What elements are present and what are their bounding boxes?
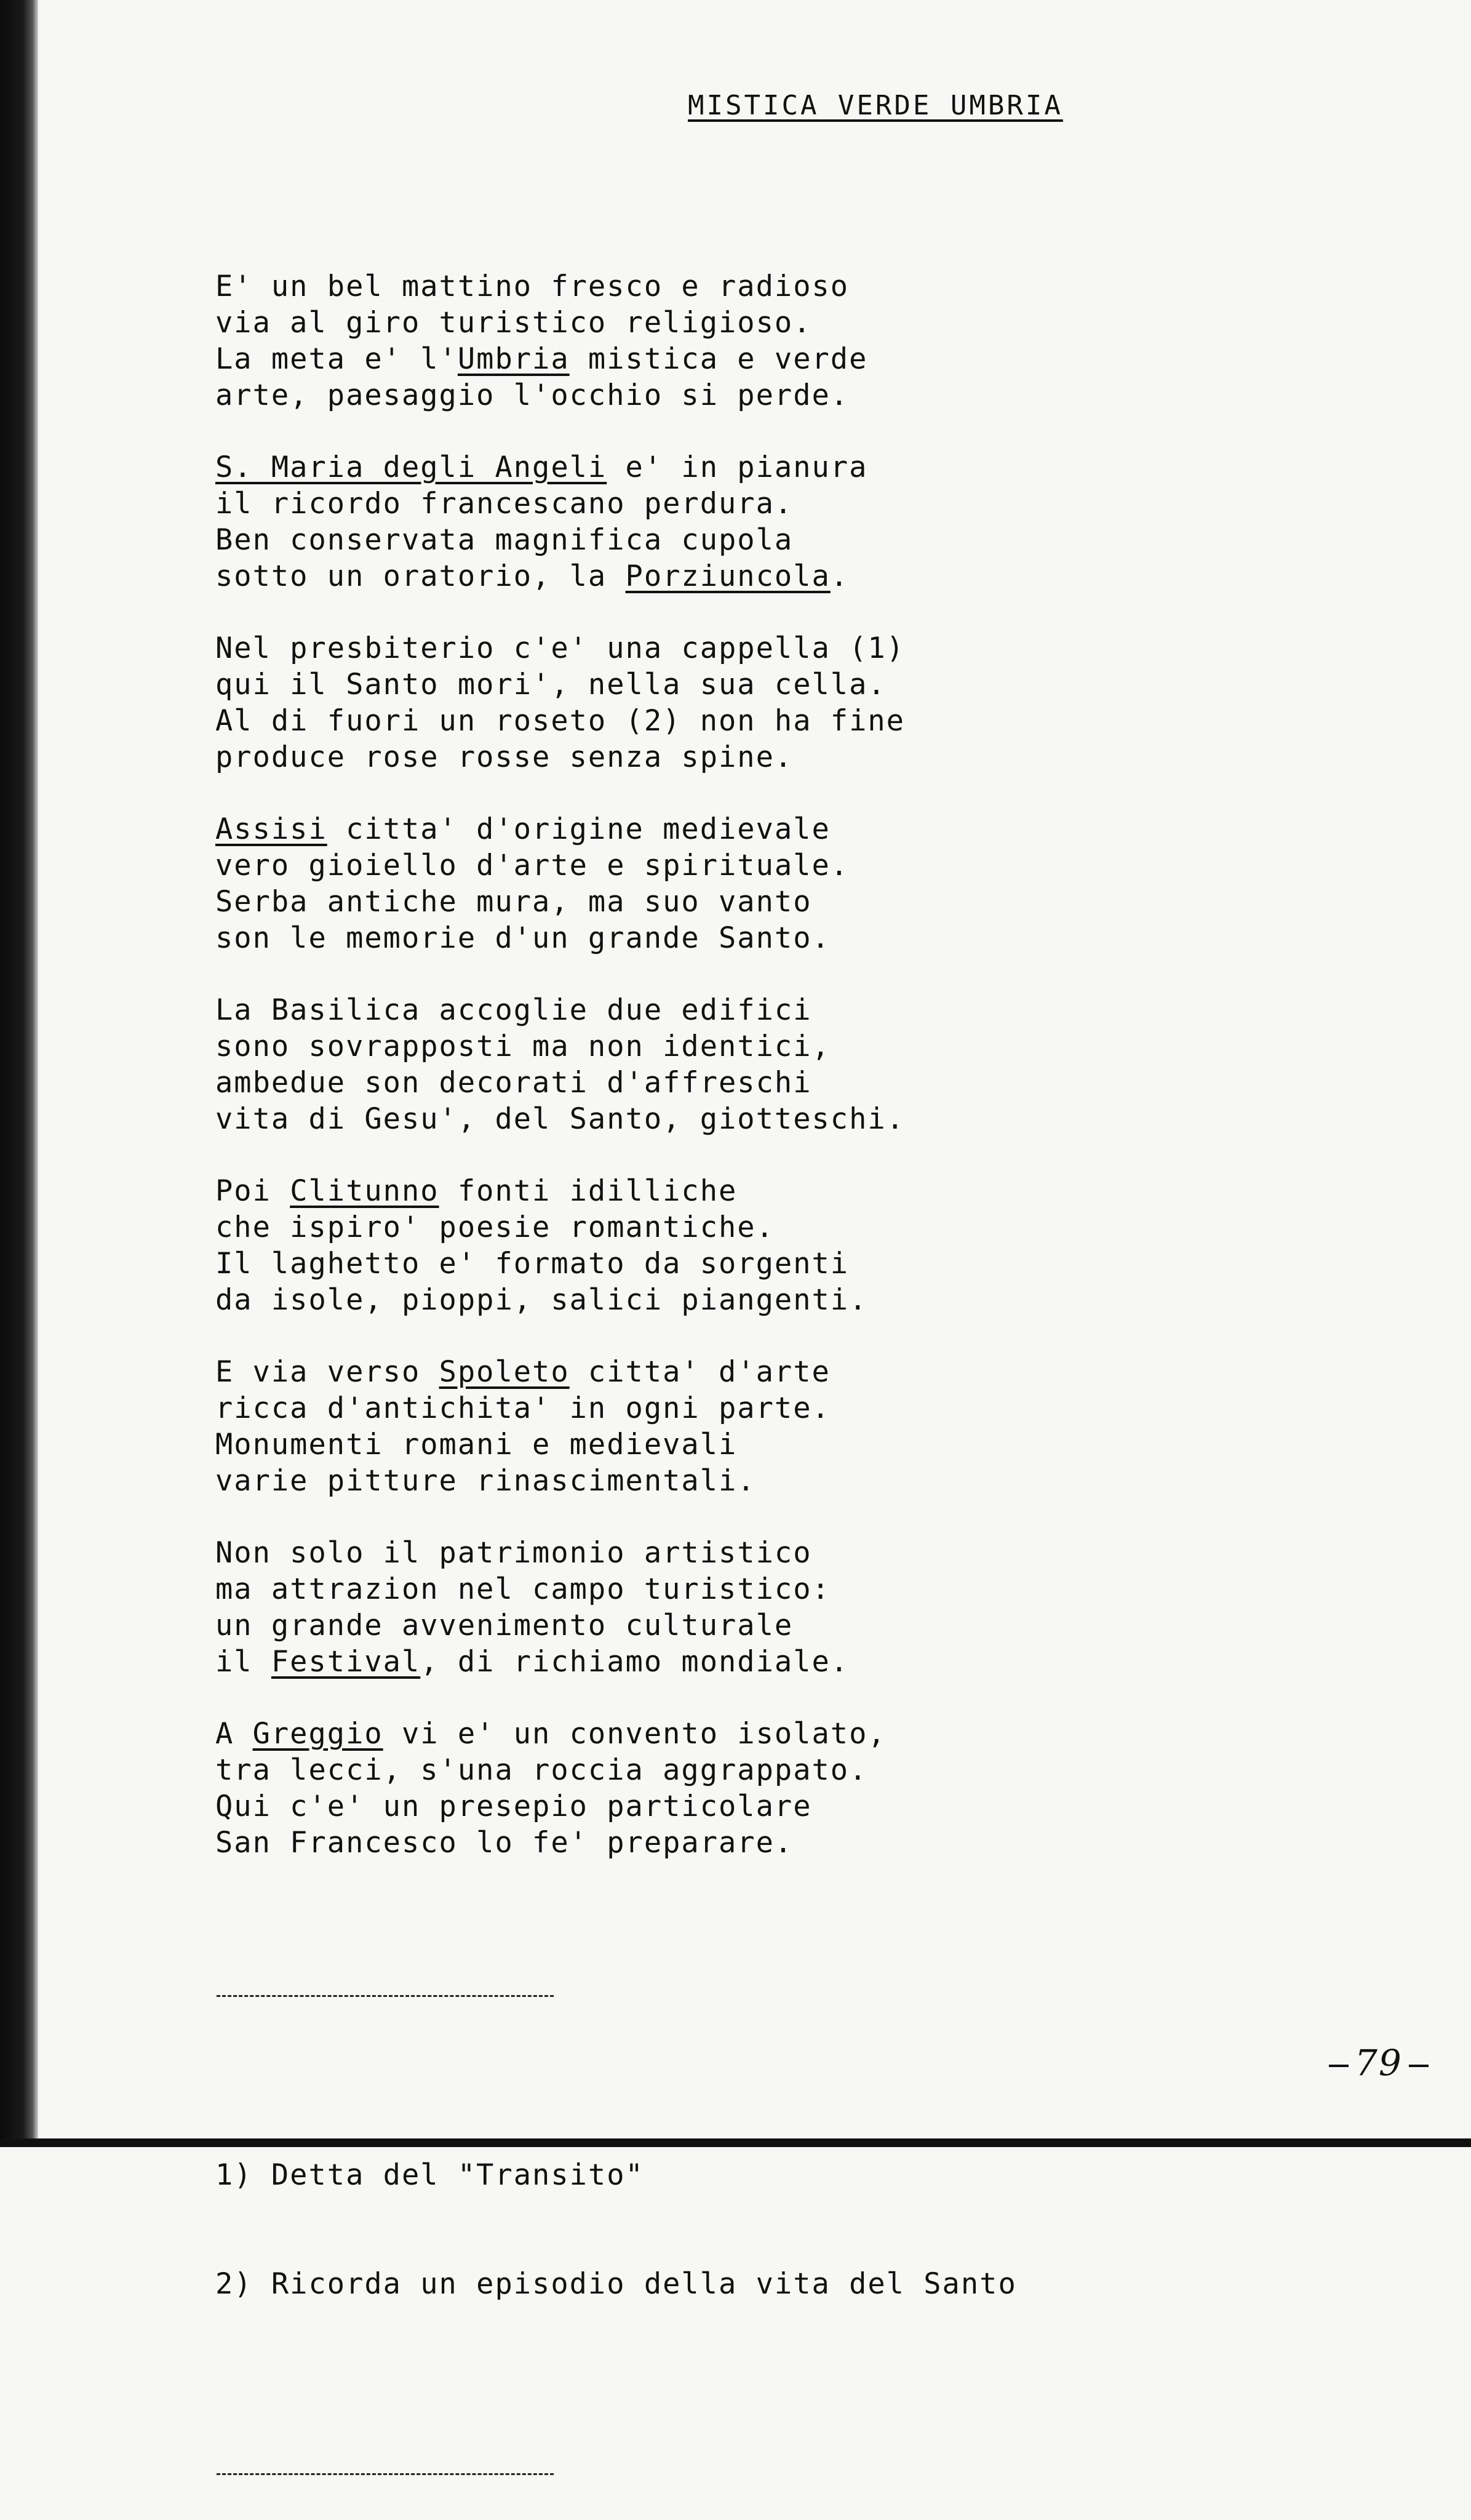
line-text: Ben conservata magnifica cupola [215,523,794,557]
line-text: La meta e' l' [215,342,458,376]
poem-line [215,1752,1323,1788]
line-text: vi e' un convento isolato, [383,1717,887,1751]
poem-line [215,1825,1323,1861]
line-text: vero gioiello d'arte e spirituale. [215,849,850,882]
poem [215,196,1323,2520]
underlined-place-name: Porziuncola [625,559,831,593]
footnote-rule-top [215,1969,1323,2006]
line-text: citta' d'arte [569,1355,831,1389]
poem-line [215,847,1323,884]
poem-line [215,1716,1323,1752]
underlined-place-name: Festival [271,1645,421,1679]
line-text: E via verso [215,1355,439,1389]
poem-line [215,739,1323,775]
poem-line [215,305,1323,341]
poem-line [215,1282,1323,1318]
poem-line [215,1209,1323,1246]
poem-line [215,1571,1323,1607]
line-text: sotto un oratorio, la [215,559,626,593]
line-text: . [830,559,850,593]
line-text: La Basilica accoglie due edifici [215,993,812,1027]
poem-line [215,992,1323,1028]
line-text: A [215,1717,253,1751]
line-text: ma attrazion nel campo turistico: [215,1572,831,1606]
line-text: produce rose rosse senza spine. [215,740,794,774]
stanza [215,630,1323,775]
underlined-place-name: S. Maria degli Angeli [215,450,607,484]
line-text: Nel presbiterio c'e' una cappella (1) [215,631,905,665]
line-text: citta' d'origine medievale [327,812,831,846]
line-text: Il laghetto e' formato da sorgenti [215,1247,850,1281]
line-text: ambedue son decorati d'affreschi [215,1066,812,1100]
poem-line [215,341,1323,377]
line-text: Qui c'e' un presepio particolare [215,1790,812,1823]
poem-stanzas [215,268,1323,1861]
poem-line [215,1535,1323,1571]
poem-line [215,630,1323,666]
line-text: E' un bel mattino fresco e radioso [215,270,850,303]
stanza [215,1173,1323,1318]
stanza [215,992,1323,1137]
line-text: vita di Gesu', del Santo, giotteschi. [215,1102,905,1136]
poem-line [215,1354,1323,1390]
poem-line [215,522,1323,558]
line-text: il ricordo francescano perdura. [215,487,794,521]
line-text: fonti idilliche [439,1174,738,1208]
line-text: sono sovrapposti ma non identici, [215,1030,831,1063]
page-title: MISTICA VERDE UMBRIA [688,90,1063,121]
poem-line [215,1173,1323,1209]
line-text: un grande avvenimento culturale [215,1609,794,1642]
line-text: , di richiamo mondiale. [420,1645,850,1679]
line-text: Monumenti romani e medievali [215,1428,738,1462]
poem-line [215,666,1323,703]
underlined-place-name: Assisi [215,812,327,846]
page-number: 79 [1323,2042,1435,2084]
poem-line [215,1644,1323,1680]
poem-line [215,703,1323,739]
poem-line [215,377,1323,414]
underlined-place-name: Umbria [457,342,570,376]
line-text: tra lecci, s'una roccia aggrappato. [215,1753,868,1787]
line-text: Poi [215,1174,290,1208]
poem-line [215,1390,1323,1426]
line-text: arte, paesaggio l'occhio si perde. [215,378,850,412]
poem-line [215,558,1323,594]
underlined-place-name: Clitunno [290,1174,439,1208]
poem-line [215,1246,1323,1282]
line-text: che ispiro' poesie romantiche. [215,1210,775,1244]
poem-line [215,884,1323,920]
footnote-1: 1) Detta del "Transito" [215,2158,644,2192]
stanza [215,1535,1323,1680]
line-text: il [215,1645,271,1679]
poem-line [215,1788,1323,1825]
footnotes [215,2084,1323,2375]
line-text: Al di fuori un roseto (2) non ha fine [215,704,905,738]
poem-line [215,920,1323,956]
stanza [215,1354,1323,1499]
poem-line [215,486,1323,522]
line-text: mistica e verde [569,342,868,376]
poem-line [215,268,1323,305]
line-text: son le memorie d'un grande Santo. [215,921,831,955]
underlined-place-name: Spoleto [439,1355,570,1389]
line-text: via al giro turistico religioso. [215,306,812,340]
poem-line [215,1065,1323,1101]
line-text: Non solo il patrimonio artistico [215,1536,812,1570]
stanza [215,811,1323,956]
stanza [215,449,1323,594]
stanza [215,1716,1323,1861]
footnote-rule-bottom [215,2447,1323,2484]
scan-left-edge [0,0,38,2147]
poem-line [215,811,1323,847]
line-text: ricca d'antichita' in ogni parte. [215,1391,831,1425]
line-text: da isole, pioppi, salici piangenti. [215,1283,868,1317]
poem-line [215,449,1323,486]
line-text: e' in pianura [607,450,868,484]
poem-line [215,1426,1323,1463]
poem-line [215,1028,1323,1065]
underlined-place-name: Greggio [252,1717,383,1751]
line-text: Serba antiche mura, ma suo vanto [215,885,812,919]
poem-line [215,1607,1323,1644]
poem-line [215,1463,1323,1499]
line-text: varie pitture rinascimentali. [215,1464,756,1498]
stanza [215,268,1323,414]
line-text: qui il Santo mori', nella sua cella. [215,668,887,702]
footnote-2: 2) Ricorda un episodio della vita del Santo [215,2267,1017,2301]
line-text: San Francesco lo fe' preparare. [215,1826,794,1860]
poem-line [215,1101,1323,1137]
